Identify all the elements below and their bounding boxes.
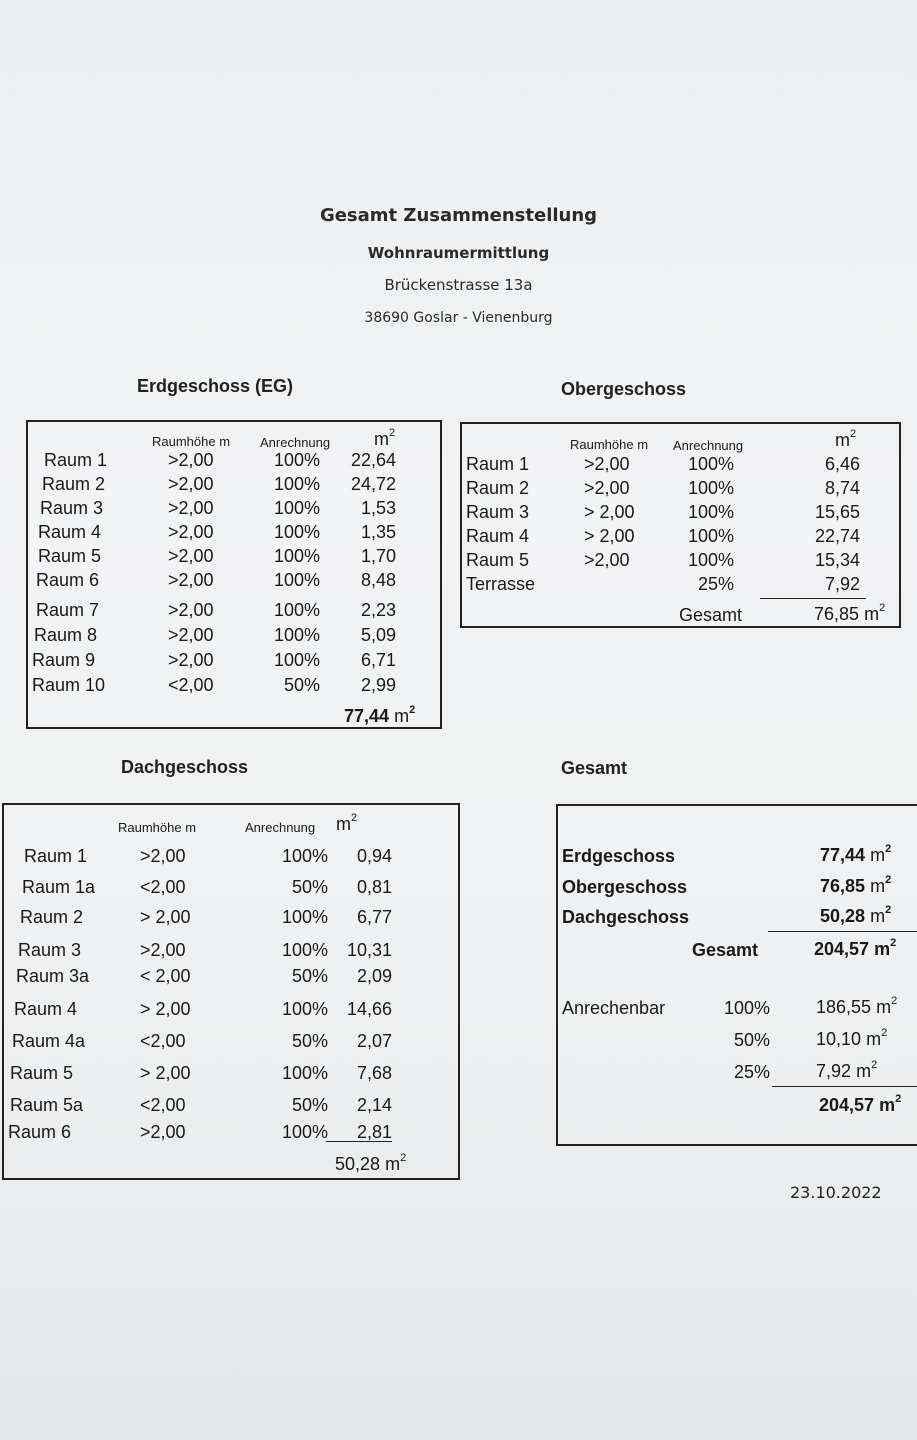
eg-col-height: Raumhöhe m bbox=[152, 434, 231, 449]
og-row-area: 8,74 bbox=[824, 478, 860, 498]
og-row-area: 15,34 bbox=[814, 550, 860, 570]
summary-total: 204,57 $m^2$ bbox=[814, 937, 897, 959]
eg-row-pct: 100% bbox=[273, 650, 320, 670]
summary-credit-value: 7,92 $m^2$ bbox=[816, 1059, 878, 1081]
dg-row-height: >2,00 bbox=[140, 940, 186, 960]
eg-row-height: >2,00 bbox=[168, 546, 214, 566]
og-row-height: >2,00 bbox=[584, 478, 630, 498]
summary-floor-value: 50,28 $m^2$ bbox=[820, 904, 892, 926]
dg-table bbox=[2, 803, 460, 1180]
og-col-unit: $m^2$ bbox=[835, 428, 857, 450]
eg-col-credit: Anrechnung bbox=[260, 435, 331, 450]
dg-row-area: 10,31 bbox=[346, 940, 392, 960]
eg-row-name: Raum 10 bbox=[32, 675, 106, 695]
og-row-name: Raum 4 bbox=[466, 526, 530, 546]
eg-row-name: Raum 3 bbox=[40, 498, 104, 518]
og-table bbox=[460, 422, 901, 628]
dg-row-pct: 100% bbox=[281, 1122, 328, 1142]
og-row-pct: 25% bbox=[697, 574, 734, 594]
dg-row-name: Raum 4 bbox=[14, 999, 78, 1019]
summary-credit-pct: 50% bbox=[733, 1030, 770, 1050]
dg-row-pct: 100% bbox=[281, 999, 328, 1019]
eg-row-area: 6,71 bbox=[360, 650, 396, 670]
dg-row-pct: 50% bbox=[291, 877, 328, 897]
dg-row-name: Raum 3 bbox=[18, 940, 82, 960]
dg-row-area: 0,94 bbox=[356, 846, 392, 866]
document-subtitle: Wohnraumermittlung bbox=[367, 244, 550, 262]
eg-table bbox=[26, 420, 442, 729]
og-col-height: Raumhöhe m bbox=[570, 437, 649, 452]
dg-row-pct: 50% bbox=[291, 1031, 328, 1051]
dg-row-area: 2,81 bbox=[356, 1122, 392, 1142]
summary-credit-line bbox=[772, 1086, 917, 1087]
eg-row-height: >2,00 bbox=[168, 625, 214, 645]
eg-row-height: >2,00 bbox=[168, 600, 214, 620]
eg-row-height: <2,00 bbox=[168, 675, 214, 695]
dg-col-unit: $m^2$ bbox=[336, 812, 358, 834]
og-row-area: 6,46 bbox=[824, 454, 860, 474]
dg-row-area: 2,07 bbox=[356, 1031, 392, 1051]
dg-row-height: > 2,00 bbox=[140, 1063, 191, 1083]
og-row-pct: 100% bbox=[687, 526, 734, 546]
summary-credit-value: 186,55 $m^2$ bbox=[816, 995, 898, 1017]
og-col-credit: Anrechnung bbox=[673, 438, 744, 453]
eg-row-area: 1,70 bbox=[360, 546, 396, 566]
summary-sum-line bbox=[768, 931, 917, 932]
dg-row-name: Raum 6 bbox=[8, 1122, 72, 1142]
summary-credit-pct: 100% bbox=[723, 998, 770, 1018]
summary-credit-pct: 25% bbox=[733, 1062, 770, 1082]
eg-col-unit: $m^2$ bbox=[374, 427, 396, 449]
dg-row-height: <2,00 bbox=[140, 877, 186, 897]
eg-row-name: Raum 6 bbox=[36, 570, 100, 590]
og-total: 76,85 $m^2$ bbox=[814, 602, 886, 624]
dg-row-height: > 2,00 bbox=[140, 999, 191, 1019]
eg-row-name: Raum 5 bbox=[38, 546, 102, 566]
eg-total: 77,44 $m^2$ bbox=[344, 704, 416, 726]
dg-row-pct: 50% bbox=[291, 966, 328, 986]
dg-col-credit: Anrechnung bbox=[245, 820, 316, 835]
og-sum-line bbox=[760, 598, 866, 599]
dg-row-height: >2,00 bbox=[140, 846, 186, 866]
eg-row-pct: 100% bbox=[273, 522, 320, 542]
dg-row-pct: 100% bbox=[281, 846, 328, 866]
dg-row-name: Raum 4a bbox=[12, 1031, 86, 1051]
dg-row-name: Raum 5 bbox=[10, 1063, 74, 1083]
dg-row-pct: 100% bbox=[281, 940, 328, 960]
eg-row-height: >2,00 bbox=[168, 650, 214, 670]
summary-floor-label: Dachgeschoss bbox=[562, 907, 690, 927]
eg-row-area: 1,53 bbox=[360, 498, 396, 518]
summary-credit-total: 204,57 $m^2$ bbox=[819, 1093, 902, 1115]
dg-row-name: Raum 2 bbox=[20, 907, 84, 927]
dg-row-name: Raum 3a bbox=[16, 966, 90, 986]
og-row-pct: 100% bbox=[687, 502, 734, 522]
dg-sum-line bbox=[326, 1141, 392, 1142]
eg-row-pct: 100% bbox=[273, 474, 320, 494]
og-heading: Obergeschoss bbox=[561, 379, 687, 399]
og-row-height: >2,00 bbox=[584, 454, 630, 474]
summary-floor-value: 76,85 $m^2$ bbox=[820, 874, 892, 896]
dg-row-height: > 2,00 bbox=[140, 907, 191, 927]
dg-row-area: 6,77 bbox=[356, 907, 392, 927]
dg-row-area: 2,14 bbox=[356, 1095, 392, 1115]
og-row-name: Raum 1 bbox=[466, 454, 530, 474]
og-row-area: 7,92 bbox=[824, 574, 860, 594]
eg-row-pct: 100% bbox=[273, 625, 320, 645]
eg-row-area: 1,35 bbox=[360, 522, 396, 542]
eg-row-name: Raum 1 bbox=[44, 450, 108, 470]
eg-row-area: 2,23 bbox=[360, 600, 396, 620]
og-row-area: 22,74 bbox=[814, 526, 860, 546]
summary-credit-value: 10,10 $m^2$ bbox=[816, 1027, 888, 1049]
eg-row-pct: 50% bbox=[283, 675, 320, 695]
summary-floor-value: 77,44 $m^2$ bbox=[820, 843, 892, 865]
og-row-height: > 2,00 bbox=[584, 502, 635, 522]
eg-row-pct: 100% bbox=[273, 450, 320, 470]
eg-row-name: Raum 8 bbox=[34, 625, 98, 645]
eg-row-area: 2,99 bbox=[360, 675, 396, 695]
dg-row-pct: 100% bbox=[281, 907, 328, 927]
og-row-height: > 2,00 bbox=[584, 526, 635, 546]
eg-row-name: Raum 9 bbox=[32, 650, 96, 670]
eg-row-height: >2,00 bbox=[168, 498, 214, 518]
dg-heading: Dachgeschoss bbox=[121, 757, 249, 777]
dg-row-height: < 2,00 bbox=[140, 966, 191, 986]
eg-heading: Erdgeschoss (EG) bbox=[137, 376, 294, 396]
og-row-name: Raum 2 bbox=[466, 478, 530, 498]
dg-row-name: Raum 1a bbox=[22, 877, 96, 897]
dg-row-area: 0,81 bbox=[356, 877, 392, 897]
dg-row-area: 14,66 bbox=[346, 999, 392, 1019]
summary-credit-label: Anrechenbar bbox=[562, 998, 666, 1018]
eg-row-pct: 100% bbox=[273, 498, 320, 518]
og-row-pct: 100% bbox=[687, 550, 734, 570]
eg-row-name: Raum 7 bbox=[36, 600, 100, 620]
dg-row-area: 7,68 bbox=[356, 1063, 392, 1083]
document-date: 23.10.2022 bbox=[790, 1183, 882, 1202]
dg-row-pct: 100% bbox=[281, 1063, 328, 1083]
og-row-pct: 100% bbox=[687, 454, 734, 474]
summary-heading: Gesamt bbox=[561, 758, 628, 778]
address-city: 38690 Goslar - Vienenburg bbox=[364, 310, 553, 326]
eg-row-pct: 100% bbox=[273, 570, 320, 590]
address-street: Brückenstrasse 13a bbox=[384, 276, 533, 294]
eg-row-pct: 100% bbox=[273, 600, 320, 620]
dg-total: 50,28 $m^2$ bbox=[335, 1152, 407, 1174]
eg-row-pct: 100% bbox=[273, 546, 320, 566]
og-row-name: Terrasse bbox=[466, 574, 536, 594]
og-row-pct: 100% bbox=[687, 478, 734, 498]
dg-row-height: <2,00 bbox=[140, 1095, 186, 1115]
summary-total-label: Gesamt bbox=[692, 940, 759, 960]
eg-row-name: Raum 2 bbox=[42, 474, 106, 494]
document-title: Gesamt Zusammenstellung bbox=[319, 205, 598, 226]
eg-row-area: 22,64 bbox=[350, 450, 396, 470]
eg-row-area: 8,48 bbox=[360, 570, 396, 590]
eg-row-height: >2,00 bbox=[168, 522, 214, 542]
summary-floor-label: Erdgeschoss bbox=[562, 846, 676, 866]
dg-row-height: <2,00 bbox=[140, 1031, 186, 1051]
dg-row-height: >2,00 bbox=[140, 1122, 186, 1142]
og-row-area: 15,65 bbox=[814, 502, 860, 522]
dg-row-name: Raum 1 bbox=[24, 846, 88, 866]
og-row-name: Raum 3 bbox=[466, 502, 530, 522]
eg-row-height: >2,00 bbox=[168, 474, 214, 494]
summary-table bbox=[556, 804, 917, 1146]
dg-row-name: Raum 5a bbox=[10, 1095, 84, 1115]
eg-row-area: 24,72 bbox=[350, 474, 396, 494]
summary-floor-label: Obergeschoss bbox=[562, 877, 688, 897]
eg-row-height: >2,00 bbox=[168, 450, 214, 470]
og-row-height: >2,00 bbox=[584, 550, 630, 570]
dg-row-pct: 50% bbox=[291, 1095, 328, 1115]
og-total-label: Gesamt bbox=[679, 605, 743, 625]
eg-row-height: >2,00 bbox=[168, 570, 214, 590]
dg-col-height: Raumhöhe m bbox=[118, 820, 197, 835]
eg-row-area: 5,09 bbox=[360, 625, 396, 645]
eg-row-name: Raum 4 bbox=[38, 522, 102, 542]
dg-row-area: 2,09 bbox=[356, 966, 392, 986]
og-row-name: Raum 5 bbox=[466, 550, 530, 570]
